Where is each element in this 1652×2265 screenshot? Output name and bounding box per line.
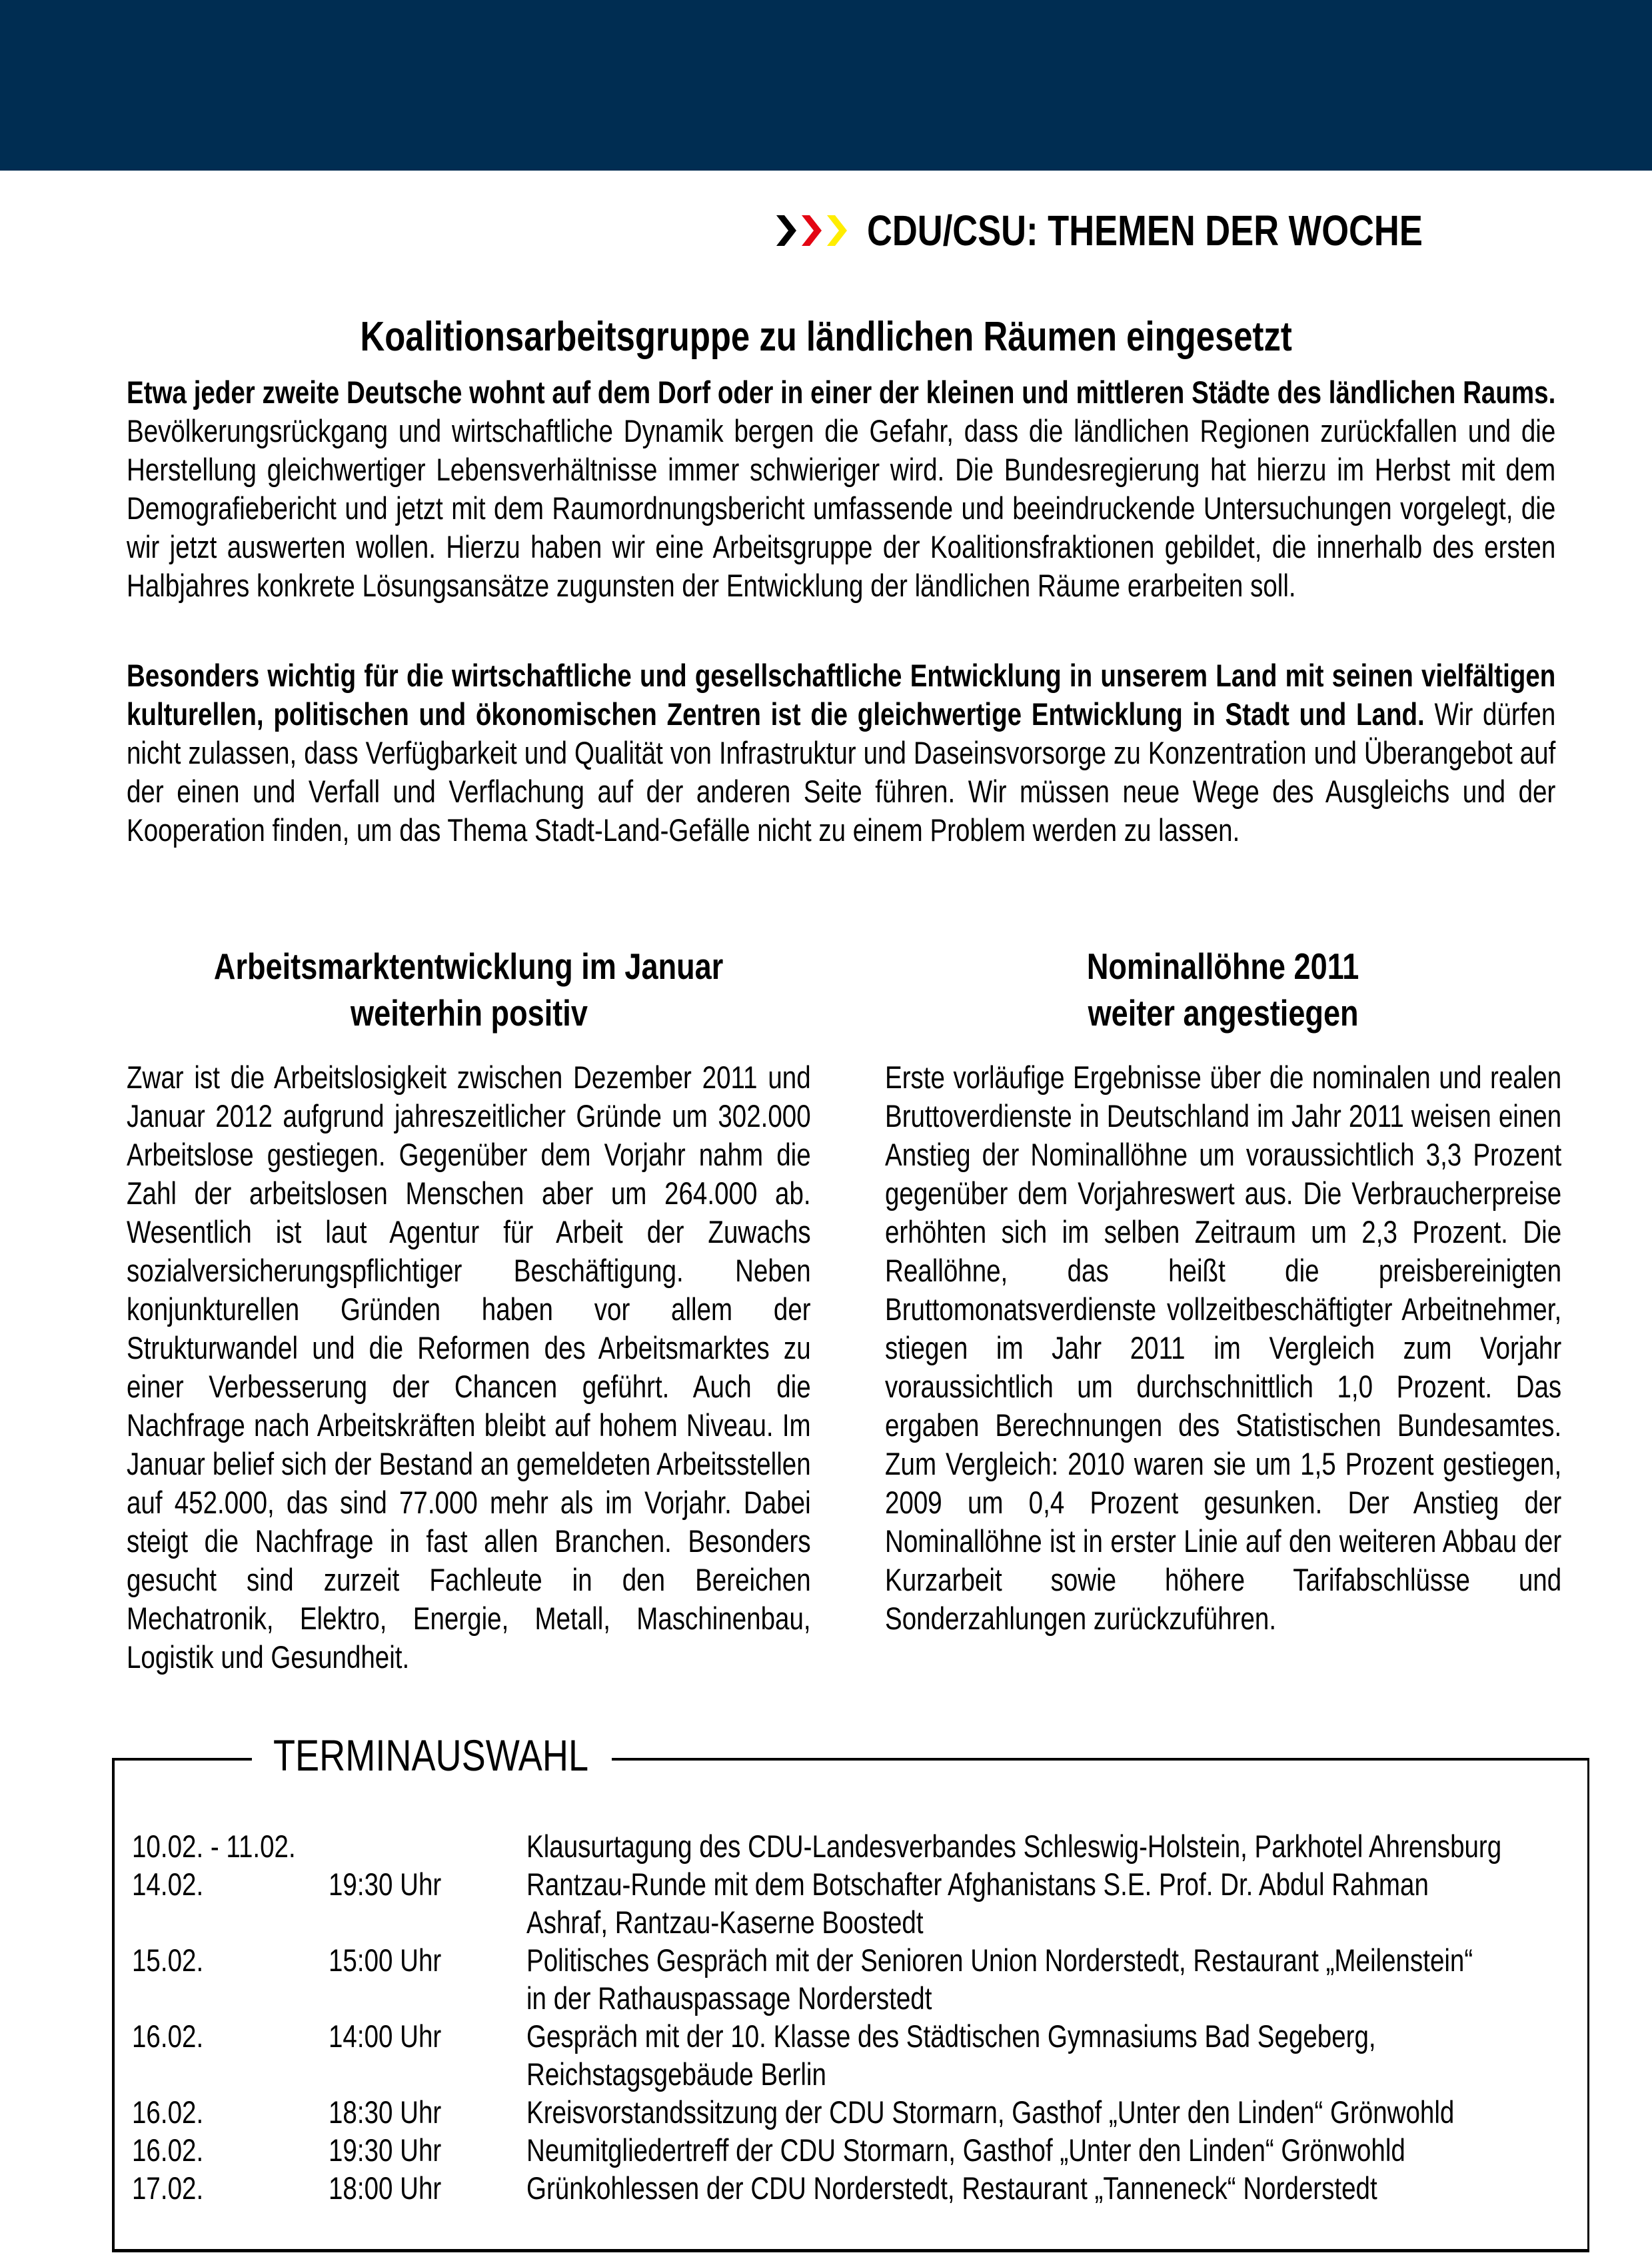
column-right-heading <box>885 943 1561 1036</box>
events-box-top-border-left <box>112 1758 252 1761</box>
column-right-heading-line1: Nominallöhne 2011 <box>1087 946 1359 987</box>
event-date <box>132 2017 219 2055</box>
event-description-text: Neumitgliedertreff der CDU Stormarn, Gasthof „Unter den Linden“ Grönwohld <box>526 2132 1405 2168</box>
chevron-yellow-icon <box>827 215 847 246</box>
event-date-text: 17.02. <box>132 2170 204 2206</box>
event-description-text: Politisches Gespräch mit der Senioren Union Norderstedt, Restaurant „Meilenstein“ <box>526 1942 1473 1978</box>
lead-paragraph-1-text: Bevölkerungsrückgang und wirtschaftliche Dynamik bergen die Gefahr, dass die ländlichen Regionen zurückfallen und die Herstellung gleichwertiger Lebensverhältnisse immer schwieriger wird. Die Bundesregierung hat hierzu im Herbst mit dem Demografiebericht und jetzt mit dem Raumordnungsbericht umfassende und beeindruckende Untersuchungen vorgelegt, die wir jetzt auswerten wollen. Hierzu haben wir eine Arbeitsgruppe der Koalitionsfraktionen gebildet, die innerhalb des ersten Halbjahres konkrete Lösungsansätze zugunsten der Entwicklung der ländlichen Räume erarbeiten soll. <box>127 413 1556 603</box>
event-description <box>526 1979 1021 2017</box>
event-description <box>526 2055 892 2093</box>
event-time-text: 18:00 Uhr <box>329 2170 442 2206</box>
chevron-red-icon <box>802 215 822 246</box>
lead-paragraph-1-bold: Etwa jeder zweite Deutsche wohnt auf dem Dorf oder in einer der kleinen und mittleren Städte des ländlichen Raums. <box>127 375 1556 410</box>
column-left-heading-line1: Arbeitsmarktentwicklung im Januar <box>214 946 724 987</box>
event-date-text: 15.02. <box>132 1942 204 1978</box>
event-time-text: 18:30 Uhr <box>329 2094 442 2130</box>
column-right-heading-line2: weiter angestiegen <box>1088 992 1359 1034</box>
column-left-body <box>127 1058 811 1677</box>
column-right-body-text: Erste vorläufige Ergebnisse über die nominalen und realen Bruttoverdienste in Deutschland im Jahr 2011 weisen einen Anstieg der Nominallöhne um voraussichtlich 3,3 Prozent gegenüber dem Vorjahreswert aus. Die Verbraucherpreise erhöhten sich im selben Zeitraum um 2,3 Prozent. Die Reallöhne, das heißt die preisbereinigten Bruttomonatsverdienste vollzeitbeschäftigter Arbeitnehmer, stiegen im Jahr 2011 im Vergleich zum Vorjahr voraussichtlich um durchschnittlich 1,0 Prozent. Das ergaben Berechnungen des Statistischen Bundesamtes. Zum Vergleich: 2010 waren sie um 1,5 Prozent gestiegen, 2009 um 0,4 Prozent gesunken. Der Anstieg der Nominallöhne ist in erster Linie auf den weiteren Abbau der Kurzarbeit sowie höhere Tarifabschlüsse und Sonderzahlungen zurückzuführen. <box>885 1060 1562 1636</box>
event-date <box>132 2093 219 2131</box>
events-title: TERMINAUSWAHL <box>273 1731 589 1780</box>
event-description-text: Kreisvorstandssitzung der CDU Stormarn, Gasthof „Unter den Linden“ Grönwohld <box>526 2094 1455 2130</box>
event-description-text: in der Rathauspassage Norderstedt <box>526 1980 932 2016</box>
event-date <box>132 1827 332 1865</box>
event-date <box>132 2169 219 2207</box>
event-date-text: 16.02. <box>132 2018 204 2054</box>
header-banner <box>0 0 1652 171</box>
lead-headline-text: Koalitionsarbeitsgruppe zu ländlichen Räumen eingesetzt <box>360 314 1292 360</box>
events-box-top-border-right <box>612 1758 1589 1761</box>
column-left-body-text: Zwar ist die Arbeitslosigkeit zwischen Dezember 2011 und Januar 2012 aufgrund jahreszeitlicher Gründe um 302.000 Arbeitslose gestiegen. Gegenüber dem Vorjahr nahm die Zahl der arbeitslosen Menschen aber um 264.000 ab. Wesentlich ist laut Agentur für Arbeit der Zuwachs sozialversicherungspflichtiger Beschäftigung. Neben konjunkturellen Gründen haben vor allem der Strukturwandel und die Reformen des Arbeitsmarktes zu einer Verbesserung der Chancen geführt. Auch die Nachfrage nach Arbeitskräften bleibt auf hohem Niveau. Im Januar belief sich der Bestand an gemeldeten Arbeitsstellen auf 452.000, das sind 77.000 mehr als im Vorjahr. Dabei steigt die Nachfrage in fast allen Branchen. Besonders gesucht sind zurzeit Fachleute in den Bereichen Mechatronik, Elektro, Energie, Metall, Maschinenbau, Logistik und Gesundheit. <box>127 1060 811 1675</box>
lead-paragraph-2-text: Wir dürfen nicht zulassen, dass Verfügbarkeit und Qualität von Infrastruktur und Daseinsvorsorge zu Konzentration und Überangebot auf der einen und Verfall und Verflachung auf der anderen Seite führen. Wir müssen neue Wege des Ausgleichs und der Kooperation finden, um das Thema Stadt-Land-Gefälle nicht zu einem Problem werden zu lassen. <box>127 696 1556 848</box>
event-description <box>526 1865 1627 1903</box>
event-description <box>526 2131 1598 2169</box>
chevron-black-icon <box>776 215 796 246</box>
column-left-heading <box>127 943 811 1036</box>
event-time <box>329 1865 466 1903</box>
event-date-text: 10.02. - 11.02. <box>132 1829 296 1864</box>
event-description-text: Grünkohlessen der CDU Norderstedt, Restaurant „Tanneneck“ Norderstedt <box>526 2170 1377 2206</box>
event-date <box>132 2131 219 2169</box>
event-description <box>526 1941 1652 1979</box>
event-time <box>329 2131 466 2169</box>
event-date <box>132 1941 219 1979</box>
event-description <box>526 1827 1652 1865</box>
lead-paragraph-1 <box>127 373 1555 605</box>
event-date-text: 16.02. <box>132 2094 204 2130</box>
event-description-text: Klausurtagung des CDU-Landesverbandes Schleswig-Holstein, Parkhotel Ahrensburg <box>526 1829 1502 1864</box>
event-description-text: Rantzau-Runde mit dem Botschafter Afghanistans S.E. Prof. Dr. Abdul Rahman <box>526 1867 1429 1902</box>
event-time-text: 19:30 Uhr <box>329 1867 442 1902</box>
column-left-heading-line2: weiterhin positiv <box>350 992 588 1034</box>
event-description <box>526 2017 1562 2055</box>
section-kicker <box>776 204 1545 257</box>
event-time <box>329 1941 466 1979</box>
event-description-text: Ashraf, Rantzau-Kaserne Boostedt <box>526 1904 924 1940</box>
event-description-text: Gespräch mit der 10. Klasse des Städtischen Gymnasiums Bad Segeberg, <box>526 2018 1376 2054</box>
event-description <box>526 2169 1564 2207</box>
event-time-text: 19:30 Uhr <box>329 2132 442 2168</box>
event-date-text: 14.02. <box>132 1867 204 1902</box>
event-description <box>526 1903 1010 1941</box>
lead-paragraph-2-bold: Besonders wichtig für die wirtschaftliche und gesellschaftliche Entwicklung in unserem Land mit seinen vielfältigen kulturellen, politischen und ökonomischen Zentren ist die gleichwertige Entwicklung in Stadt und Land. <box>127 658 1556 732</box>
event-date-text: 16.02. <box>132 2132 204 2168</box>
event-description-text: Reichstagsgebäude Berlin <box>526 2056 826 2092</box>
event-time <box>329 2169 466 2207</box>
lead-headline <box>0 313 1652 361</box>
event-time <box>329 2017 466 2055</box>
event-date <box>132 1865 219 1903</box>
column-right-body <box>885 1058 1561 1638</box>
event-time-text: 14:00 Uhr <box>329 2018 442 2054</box>
kicker-title: CDU/CSU: THEMEN DER WOCHE <box>867 207 1423 255</box>
event-description <box>526 2093 1652 2131</box>
event-time <box>329 2093 466 2131</box>
lead-paragraph-2 <box>127 656 1555 850</box>
event-time-text: 15:00 Uhr <box>329 1942 442 1978</box>
